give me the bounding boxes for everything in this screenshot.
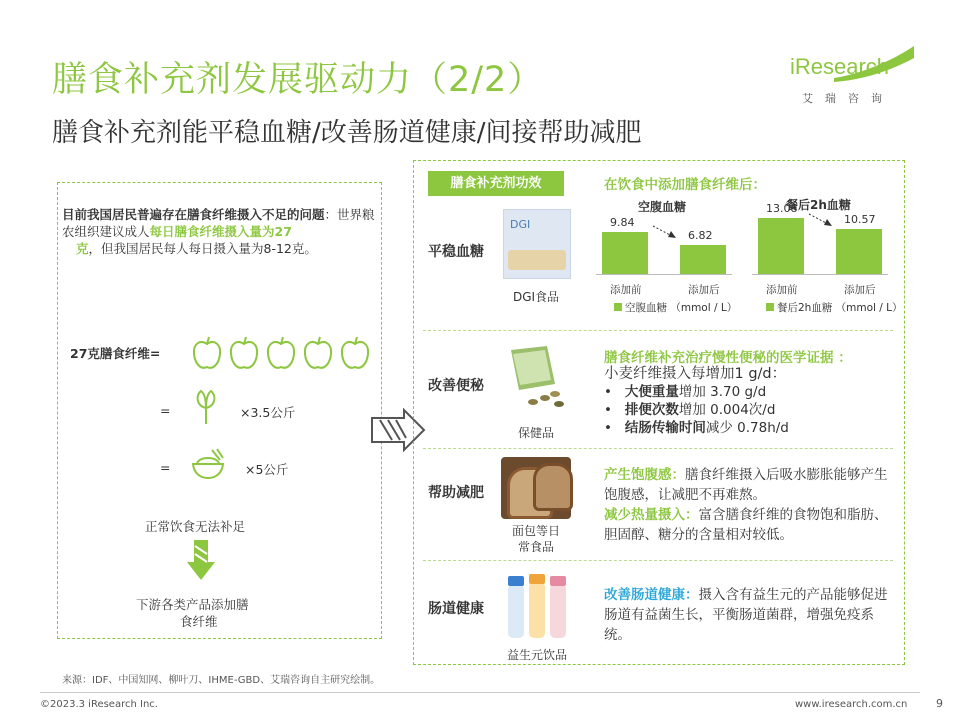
rice-amount: ×5公斤 xyxy=(245,462,289,477)
logo-wordmark: iResearch xyxy=(790,54,890,79)
food-shape xyxy=(508,250,566,270)
caption-dgi: DGI食品 xyxy=(512,290,560,304)
chart-category-label: 添加前 xyxy=(766,284,798,296)
row-label-constipation: 改善便秘 xyxy=(428,378,484,394)
chart-legend xyxy=(614,300,737,315)
caption-supplement: 保健品 xyxy=(517,426,554,440)
row-label-weight-loss: 帮助减肥 xyxy=(428,485,484,501)
postprandial-glucose-chart xyxy=(752,190,903,320)
dgi-product-image: DGI xyxy=(503,209,571,279)
trend-arrow-icon xyxy=(652,224,678,240)
chart-bar xyxy=(836,229,882,274)
supplement-product-image xyxy=(503,344,569,412)
rice-bowl-icon xyxy=(190,448,226,480)
chart-baseline xyxy=(752,274,888,275)
recommended-intake: 每日膳食纤维摄入量为27 xyxy=(149,224,292,239)
gut-text: 改善肠道健康：摄入含有益生元的产品能够促进肠道有益菌生长，平衡肠道菌群，增强免疫系统。 xyxy=(604,587,888,643)
apple-icons xyxy=(190,336,375,372)
row-label-blood-sugar: 平稳血糖 xyxy=(428,244,484,260)
page-title: 膳食补充剂发展驱动力（2/2） xyxy=(52,60,544,100)
vegetable-amount: ×3.5公斤 xyxy=(240,405,296,420)
row-divider xyxy=(423,330,893,331)
chart-category-label: 添加前 xyxy=(610,284,642,296)
page-subtitle: 膳食补充剂能平稳血糖/改善肠道健康/间接帮助减肥 xyxy=(52,118,642,148)
chart-bar xyxy=(758,218,804,274)
prebiotic-drinks-image xyxy=(502,570,572,642)
row-divider xyxy=(423,560,893,561)
vegetable-icon xyxy=(193,388,219,426)
caption-bread-line-1: 面包等日 xyxy=(511,524,560,538)
chart-category-label: 添加后 xyxy=(688,284,720,296)
effects-tag: 膳食补充剂功效 xyxy=(428,171,564,196)
chart-title: 餐后2h血糖 xyxy=(786,198,851,212)
fiber-equation-label: 27克膳食纤维= xyxy=(70,346,161,361)
constipation-item: • 排便次数增加 0.004次/d xyxy=(604,402,776,418)
legend-swatch xyxy=(766,303,774,311)
chart-bar xyxy=(680,245,726,274)
chart-bar xyxy=(602,232,648,274)
constipation-intro: 小麦纤维摄入每增加1 g/d： xyxy=(604,366,787,382)
footer-divider xyxy=(40,692,920,693)
chart-data-label: 10.57 xyxy=(844,212,876,226)
chart-data-label: 13.08 xyxy=(766,201,798,215)
legend-swatch xyxy=(614,303,622,311)
constipation-item: • 大便重量增加 3.70 g/d xyxy=(604,384,767,400)
chart-data-label: 6.82 xyxy=(688,228,713,242)
page-number: 9 xyxy=(936,697,943,710)
down-arrow-icon xyxy=(187,540,215,580)
downstream-line-1: 下游各类产品添加膳 xyxy=(136,597,249,612)
iresearch-logo xyxy=(790,46,920,116)
website-link[interactable]: www.iresearch.com.cn xyxy=(795,699,908,710)
equals-sign-2: = xyxy=(160,460,171,475)
intro-bold: 目前我国居民普遍存在膳食纤维摄入不足的问题 xyxy=(62,207,325,222)
chart-legend xyxy=(766,300,903,315)
supplement-bag-icon xyxy=(503,344,569,412)
caption-bread-line-2: 常食品 xyxy=(517,540,554,554)
chart-heading: 在饮食中添加膳食纤维后： xyxy=(604,177,766,193)
chart-title: 空腹血糖 xyxy=(638,200,687,214)
calorie-heading: 减少热量摄入： xyxy=(604,507,699,523)
downstream-line-2: 食纤维 xyxy=(180,614,218,629)
constipation-item: • 结肠传输时间减少 0.78h/d xyxy=(604,420,789,436)
fiber-intake-text: 目前我国居民普遍存在膳食纤维摄入不足的问题：世界粮农组织建议成人每日膳食纤维摄入量为27 克，但我国居民每人每日摄入量为8-12克。 xyxy=(62,207,375,256)
legend-label: 餐后2h血糖 （mmol / L） xyxy=(777,302,903,314)
legend-label: 空腹血糖 （mmol / L） xyxy=(625,302,738,314)
insufficient-text: 正常饮食无法补足 xyxy=(145,519,246,534)
trend-arrow-icon xyxy=(808,212,834,228)
bread-slice-shape xyxy=(533,463,573,511)
copyright: ©2023.3 iResearch Inc. xyxy=(40,699,158,710)
weight-text: 产生饱腹感：膳食纤维摄入后吸水膨胀能够产生饱腹感，让减肥不再难熬。 减少热量摄入：富含膳食纤维的食物饱和脂肪、胆固醇、糖分的含量相对较低。 xyxy=(604,467,888,543)
source-note: 来源：IDF、中国知网、柳叶刀、IHME-GBD、艾瑞咨询自主研究绘制。 xyxy=(62,675,381,686)
chart-data-label: 9.84 xyxy=(610,215,635,229)
constipation-heading: 膳食纤维补充治疗慢性便秘的医学证据 ： xyxy=(604,350,852,366)
chart-baseline xyxy=(596,274,732,275)
caption-prebiotic: 益生元饮品 xyxy=(506,648,567,662)
satiety-heading: 产生饱腹感： xyxy=(604,467,685,483)
fasting-glucose-chart xyxy=(596,196,741,320)
row-label-gut-health: 肠道健康 xyxy=(428,601,484,617)
equals-sign-1: = xyxy=(160,403,171,418)
logo-subtitle: 艾瑞咨询 xyxy=(802,92,894,105)
chart-category-label: 添加后 xyxy=(844,284,876,296)
bread-product-image xyxy=(501,457,571,519)
gut-heading: 改善肠道健康： xyxy=(604,587,699,603)
row-divider xyxy=(423,448,893,449)
